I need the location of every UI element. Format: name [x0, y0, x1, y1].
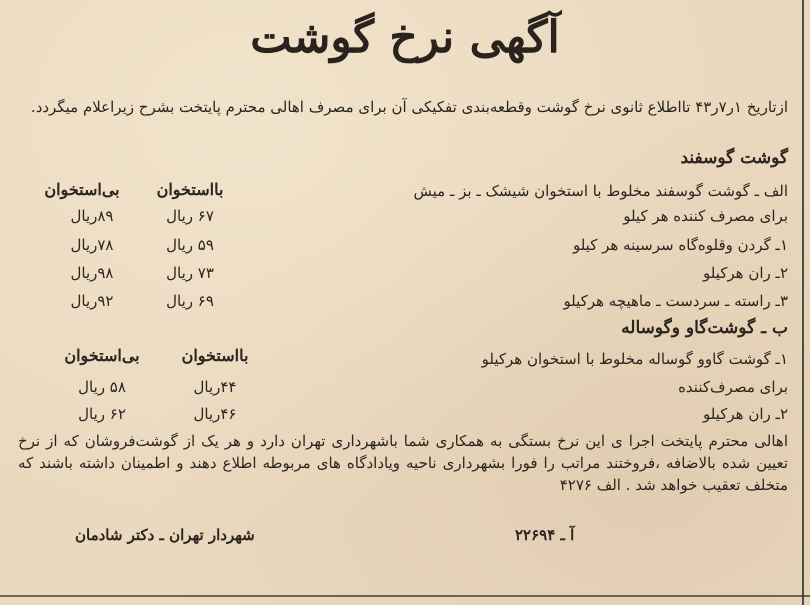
- section-a-item-boneless: ۷۸ریال: [70, 236, 114, 254]
- mayor-signature: شهردار تهران ـ دکتر شادمان: [75, 526, 255, 544]
- section-a-line-a2: برای مصرف کننده هر کیلو: [623, 207, 788, 225]
- section-a-line-a: الف ـ گوشت گوسفند مخلوط با استخوان شیشک ـ بز ـ میش: [413, 182, 788, 200]
- notice-title: آگهی نرخ گوشت: [250, 12, 560, 63]
- section-a-line-a-boneless: ۸۹ریال: [70, 207, 114, 225]
- column-rule-right: [802, 0, 804, 605]
- section-a-heading: گوشت گوسفند: [680, 148, 788, 168]
- section-b-line-1b: برای مصرف‌کننده: [678, 378, 788, 396]
- notice-intro: ازتاریخ ۱ر۷ر۴۳ تااطلاع ثانوی نرخ گوشت وقطعه‌بندی تفکیکی آن برای مصرف اهالی محترم پایتخت بشرح زیراعلام میگردد.: [30, 98, 788, 116]
- section-b-col-boneless: بی‌استخوان: [64, 346, 140, 365]
- section-b-line-1-boneless: ۵۸ ریال: [78, 378, 126, 396]
- section-b-heading: ب ـ گوشت‌گاو وگوساله: [621, 318, 788, 338]
- section-a-col-with-bone: بااستخوان: [156, 180, 224, 199]
- section-a-item-label: ۲ـ ران هرکیلو: [703, 264, 788, 282]
- section-b-line-2-boneless: ۶۲ ریال: [78, 405, 126, 423]
- section-a-item-label: ۱ـ گردن وقلوه‌گاه سرسینه هر کیلو: [572, 236, 788, 254]
- section-b-line-1-with-bone: ۴۴ریال: [193, 378, 237, 396]
- section-a-item-boneless: ۹۸ریال: [70, 264, 114, 282]
- reference-code: آ ـ ۲۲۶۹۴: [515, 526, 575, 544]
- section-a-line-a-with-bone: ۶۷ ریال: [166, 207, 214, 225]
- section-a-item-with-bone: ۷۳ ریال: [166, 264, 214, 282]
- column-rule-bottom: [0, 595, 810, 597]
- section-b-col-with-bone: بااستخوان: [181, 346, 249, 365]
- section-b-line-2-with-bone: ۴۶ریال: [193, 405, 237, 423]
- section-a-item-boneless: ۹۲ریال: [70, 292, 114, 310]
- section-a-item-with-bone: ۶۹ ریال: [166, 292, 214, 310]
- section-a-item-with-bone: ۵۹ ریال: [166, 236, 214, 254]
- section-a-col-boneless: بی‌استخوان: [44, 180, 120, 199]
- section-b-line-2: ۲ـ ران هرکیلو: [703, 405, 788, 423]
- section-b-line-1: ۱ـ گوشت گاوو گوساله مخلوط با استخوان هرکیلو: [481, 350, 788, 368]
- notice-closing: اهالی محترم پایتخت اجرا ی این نرخ بستگی به همکاری شما باشهرداری تهران دارد و هر یک از گوشت‌فروشان که از نرخ تعیین شده بالاضافه ،فروختند مراتب را فورا بشهرداری ناحیه ویادادگاه های مربوطه اطلاع دهند و اطمینان داشته باشند که متخلف تعقیب خواهد شد . الف ۴۲۷۶: [18, 432, 788, 494]
- section-a-item-label: ۳ـ راسته ـ سردست ـ ماهیچه هرکیلو: [563, 292, 788, 310]
